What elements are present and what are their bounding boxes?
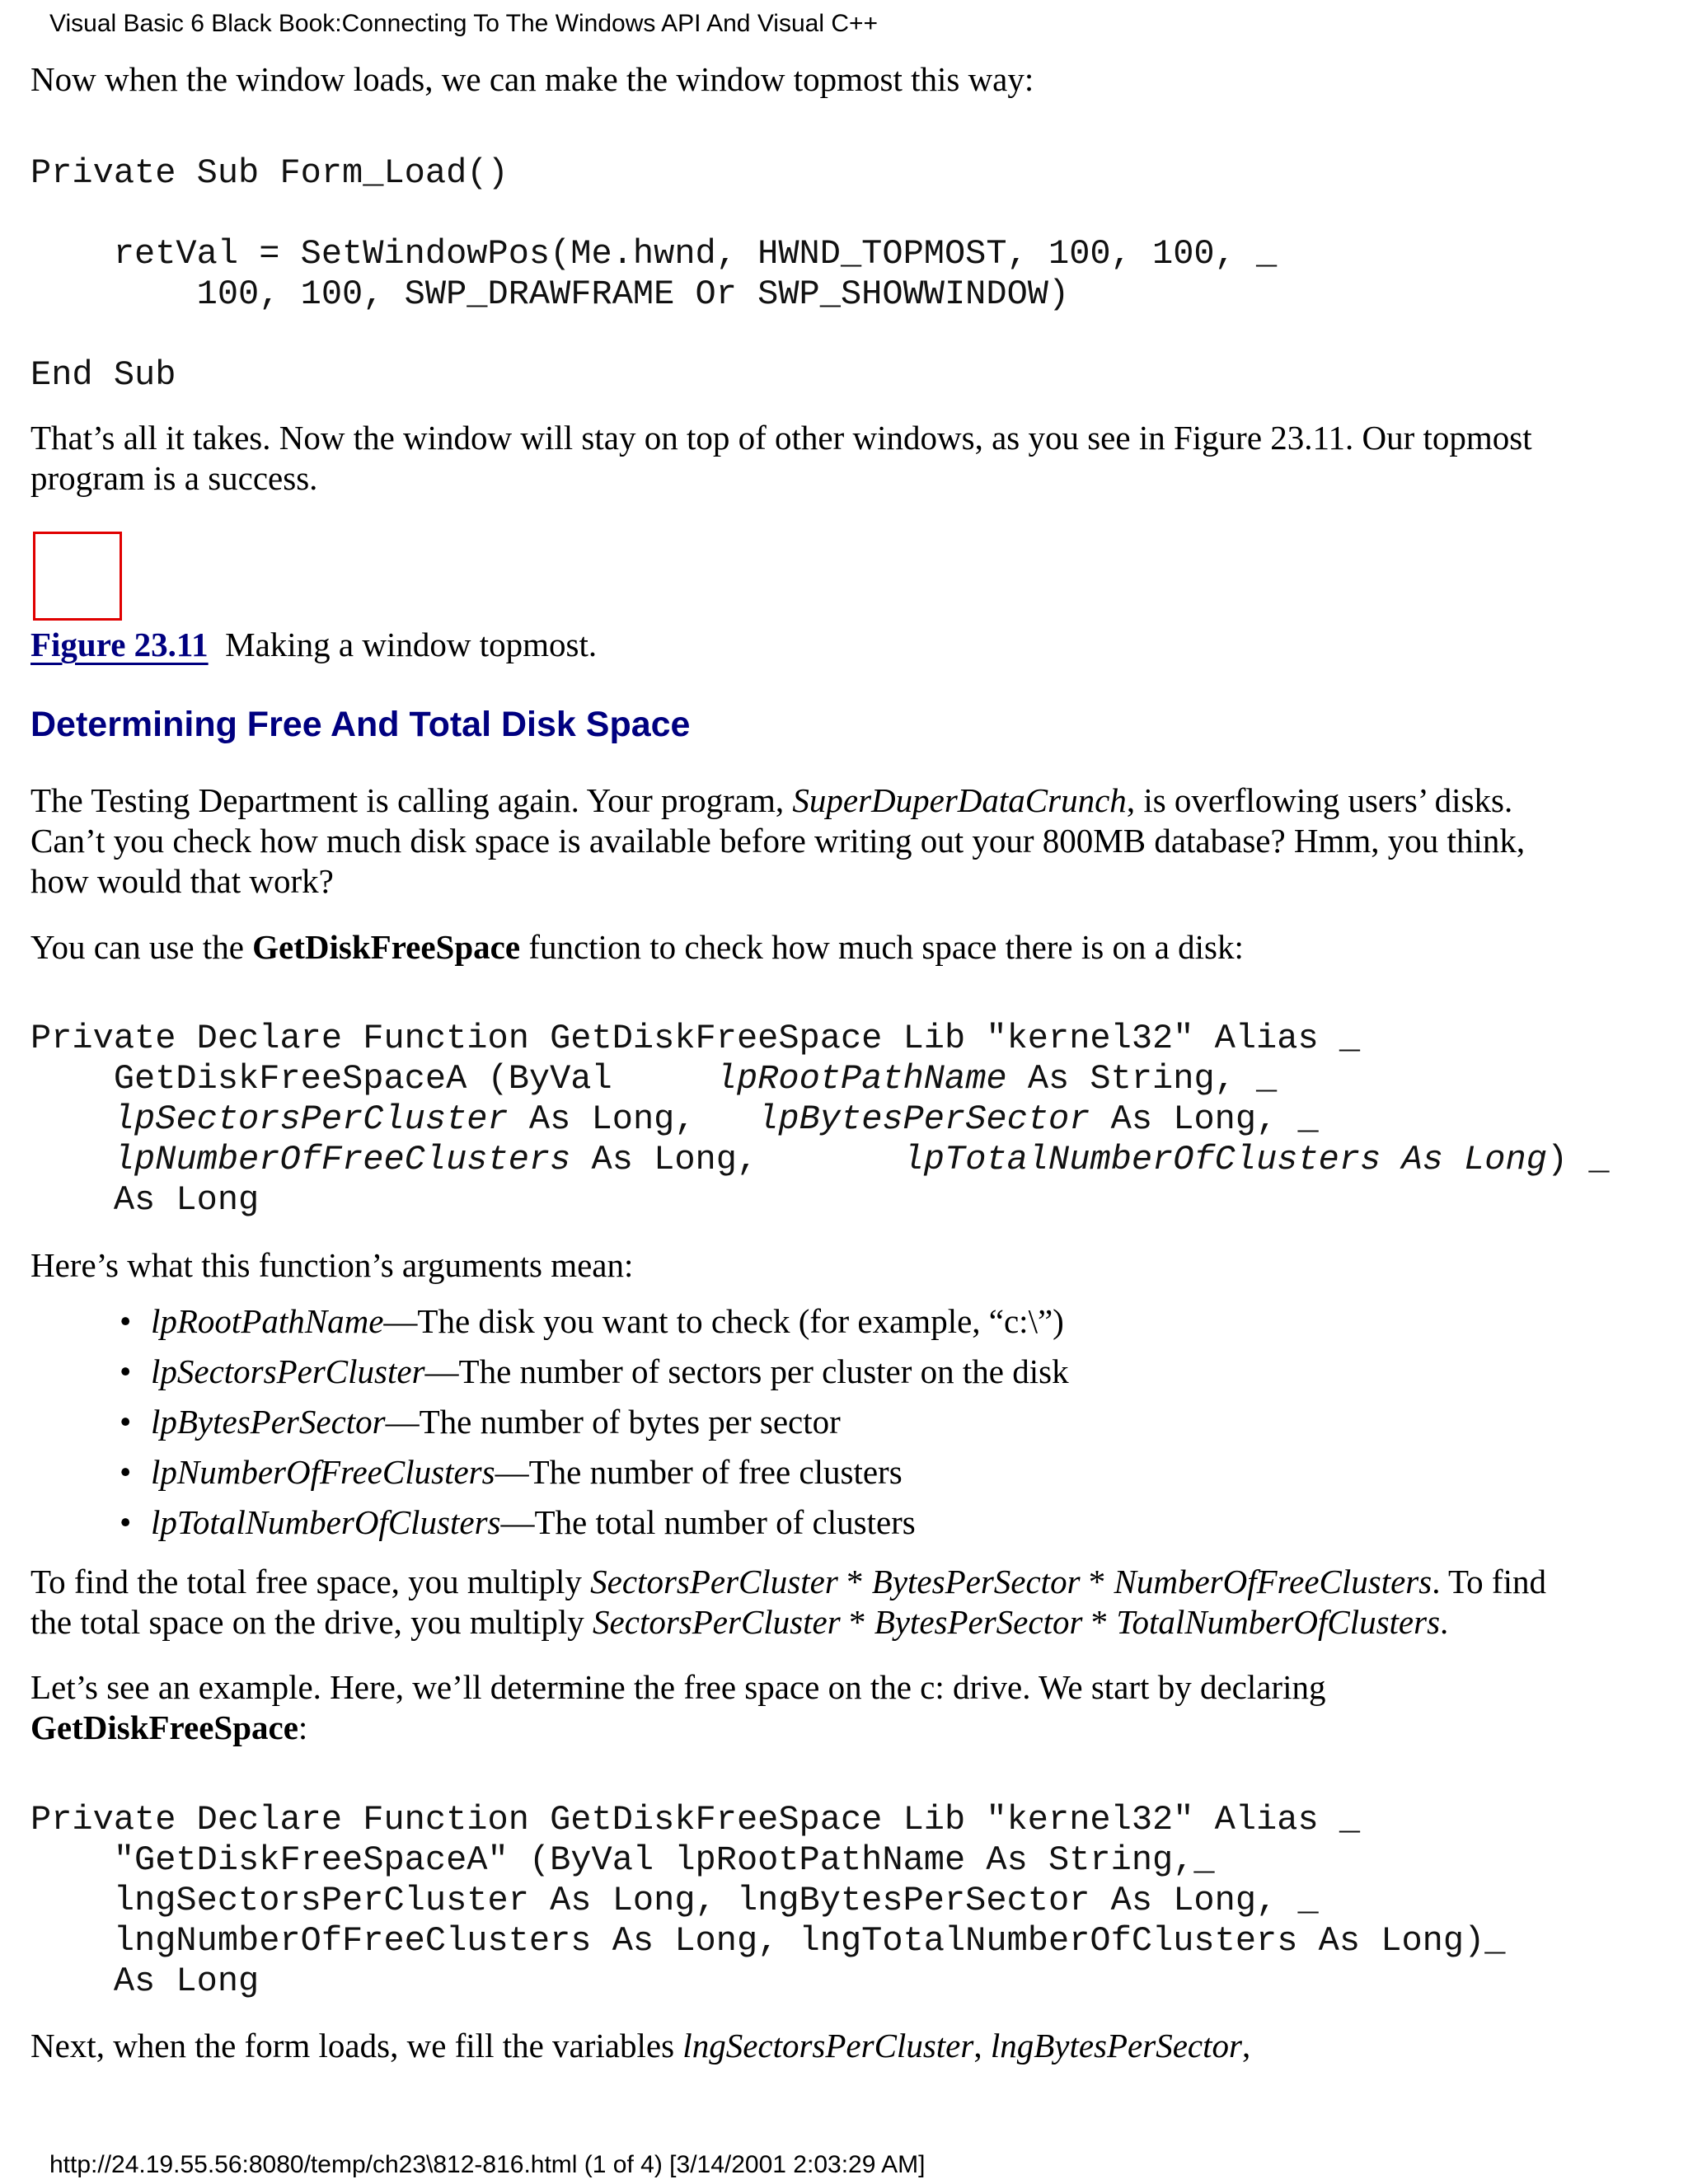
text-run: [30, 1140, 114, 1179]
text-run: lpRootPathName: [151, 1302, 384, 1340]
text-run: the total space on the drive, you multiply: [30, 1603, 593, 1641]
text-run: lpBytesPerSector: [151, 1403, 386, 1441]
text-run: End Sub: [30, 355, 176, 395]
text-run: , is overflowing users’ disks.: [1126, 781, 1513, 819]
text-run: *: [1082, 1603, 1117, 1641]
text-run: Next, when the form loads, we fill the variables: [30, 2027, 683, 2064]
text-run: Let’s see an example. Here, we’ll determine the free space on the c: drive. We start by declaring: [30, 1668, 1326, 1706]
code-line: [30, 1180, 1610, 1221]
code-line: [30, 274, 1277, 315]
code-block-declare: [30, 1019, 1610, 1221]
code-line: [30, 1881, 1506, 1921]
list-item: [151, 1296, 1069, 1347]
text-run: —The number of free clusters: [495, 1453, 903, 1491]
figure-link[interactable]: Figure 23.11: [30, 626, 209, 663]
text-run: lngSectorsPerCluster As Long, lngBytesPerSector As Long, _: [30, 1881, 1319, 1920]
text-run: NumberOfFreeClusters: [1114, 1563, 1432, 1601]
page-footer-url: http://24.19.55.56:8080/temp/ch23\812-816.html (1 of 4) [3/14/2001 2:03:29 AM]: [49, 2151, 926, 2178]
text-run: retVal = SetWindowPos(Me.hwnd, HWND_TOPMOST, 100, 100, _: [30, 234, 1278, 274]
text-run: .: [1440, 1603, 1449, 1641]
text-run: —The disk you want to check (for example, “c:\”): [383, 1302, 1064, 1340]
text-run: lpNumberOfFreeClusters: [151, 1453, 495, 1491]
text-run: As Long, _: [1090, 1099, 1319, 1139]
paragraph: [30, 418, 1532, 458]
text-run: ,: [1241, 2027, 1251, 2064]
paragraph: [30, 1667, 1325, 1708]
text-run: lpTotalNumberOfClusters As Long: [903, 1140, 1547, 1179]
code-line: [30, 1921, 1506, 1961]
text-run: That’s all it takes. Now the window will stay on top of other windows, as you see in Figure 23.11. Our topmost: [30, 419, 1532, 457]
paragraph: [30, 59, 1034, 100]
code-line: [30, 234, 1277, 274]
text-run: *: [840, 1603, 874, 1641]
page-header: Visual Basic 6 Black Book:Connecting To The Windows API And Visual C++: [49, 10, 879, 37]
text-run: how would that work?: [30, 862, 334, 900]
text-run: Private Declare Function GetDiskFreeSpace Lib "kernel32" Alias _: [30, 1019, 1361, 1058]
code-line: [30, 194, 1277, 234]
code-block-form-load: [30, 153, 1277, 396]
text-run: Can’t you check how much disk space is available before writing out your 800MB database? Hmm, you think,: [30, 822, 1526, 860]
text-run: Private Sub Form_Load(): [30, 153, 509, 193]
list-item: [151, 1347, 1069, 1397]
text-run: GetDiskFreeSpace: [252, 928, 521, 966]
paragraph: [30, 2026, 1250, 2066]
text-run: GetDiskFreeSpaceA (ByVal: [30, 1059, 716, 1099]
paragraph: [30, 458, 317, 499]
text-run: Now when the window loads, we can make the window topmost this way:: [30, 60, 1034, 98]
paragraph: [30, 1708, 307, 1748]
paragraph: [30, 1245, 633, 1286]
text-run: lngSectorsPerCluster: [682, 2027, 974, 2064]
figure-image-placeholder: [33, 532, 122, 621]
text-run: . To find: [1432, 1563, 1546, 1601]
text-run: :: [298, 1708, 308, 1746]
paragraph: [30, 861, 334, 902]
code-line: [30, 1140, 1610, 1180]
paragraph: [30, 821, 1525, 861]
code-line: [30, 153, 1277, 194]
code-line: [30, 1099, 1610, 1140]
text-run: SectorsPerCluster: [590, 1563, 838, 1601]
text-run: As Long,: [570, 1140, 903, 1179]
text-run: lpSectorsPerCluster: [151, 1352, 425, 1390]
text-run: 100, 100, SWP_DRAWFRAME Or SWP_SHOWWINDOW): [30, 274, 1070, 314]
text-run: ) _: [1546, 1140, 1610, 1179]
text-run: SectorsPerCluster: [593, 1603, 841, 1641]
paragraph: [30, 1562, 1546, 1602]
text-run: *: [1080, 1563, 1114, 1601]
paragraph: [30, 780, 1512, 821]
text-run: program is a success.: [30, 459, 318, 497]
text-run: As Long: [30, 1180, 260, 1220]
paragraph: [30, 927, 1244, 968]
text-run: As Long,: [508, 1099, 758, 1139]
code-line: [30, 355, 1277, 396]
code-line: [30, 315, 1277, 355]
code-line: [30, 1800, 1506, 1840]
text-run: lpBytesPerSector: [757, 1099, 1090, 1139]
text-run: [30, 1099, 114, 1139]
text-run: lngNumberOfFreeClusters As Long, lngTotalNumberOfClusters As Long)_: [30, 1921, 1506, 1961]
text-run: GetDiskFreeSpace: [30, 1708, 298, 1746]
code-line: [30, 1019, 1610, 1059]
text-run: ,: [973, 2027, 991, 2064]
text-run: —The number of bytes per sector: [385, 1403, 841, 1441]
text-run: lpSectorsPerCluster: [113, 1099, 509, 1139]
code-line: [30, 1840, 1506, 1881]
text-run: SuperDuperDataCrunch: [792, 781, 1127, 819]
text-run: BytesPerSector: [874, 1603, 1083, 1641]
text-run: BytesPerSector: [871, 1563, 1081, 1601]
code-block-declare-example: [30, 1800, 1506, 2002]
code-line: [30, 1059, 1610, 1099]
figure-caption: [30, 625, 597, 665]
text-run: lngBytesPerSector: [990, 2027, 1242, 2064]
text-run: lpTotalNumberOfClusters: [151, 1503, 501, 1541]
text-run: Here’s what this function’s arguments mean:: [30, 1246, 634, 1284]
text-run: *: [837, 1563, 872, 1601]
list-item: [151, 1497, 1069, 1548]
figure-caption-text: Making a window topmost.: [225, 626, 598, 663]
text-run: You can use the: [30, 928, 253, 966]
argument-list: [30, 1296, 1069, 1548]
code-line: [30, 1961, 1506, 2002]
text-run: To find the total free space, you multiply: [30, 1563, 591, 1601]
text-run: The Testing Department is calling again. Your program,: [30, 781, 793, 819]
text-run: TotalNumberOfClusters: [1116, 1603, 1441, 1641]
text-run: —The number of sectors per cluster on the disk: [424, 1352, 1069, 1390]
text-run: function to check how much space there is on a disk:: [520, 928, 1244, 966]
text-run: As Long: [30, 1961, 260, 2001]
section-heading: Determining Free And Total Disk Space: [30, 705, 691, 744]
list-item: [151, 1447, 1069, 1497]
text-run: lpNumberOfFreeClusters: [113, 1140, 571, 1179]
text-run: Private Declare Function GetDiskFreeSpace Lib "kernel32" Alias _: [30, 1800, 1361, 1840]
text-run: As String, _: [1006, 1059, 1278, 1099]
paragraph: [30, 1602, 1448, 1643]
list-item: [151, 1397, 1069, 1447]
text-run: lpRootPathName: [715, 1059, 1007, 1099]
text-run: "GetDiskFreeSpaceA" (ByVal lpRootPathName As String,_: [30, 1840, 1215, 1880]
text-run: —The total number of clusters: [500, 1503, 916, 1541]
